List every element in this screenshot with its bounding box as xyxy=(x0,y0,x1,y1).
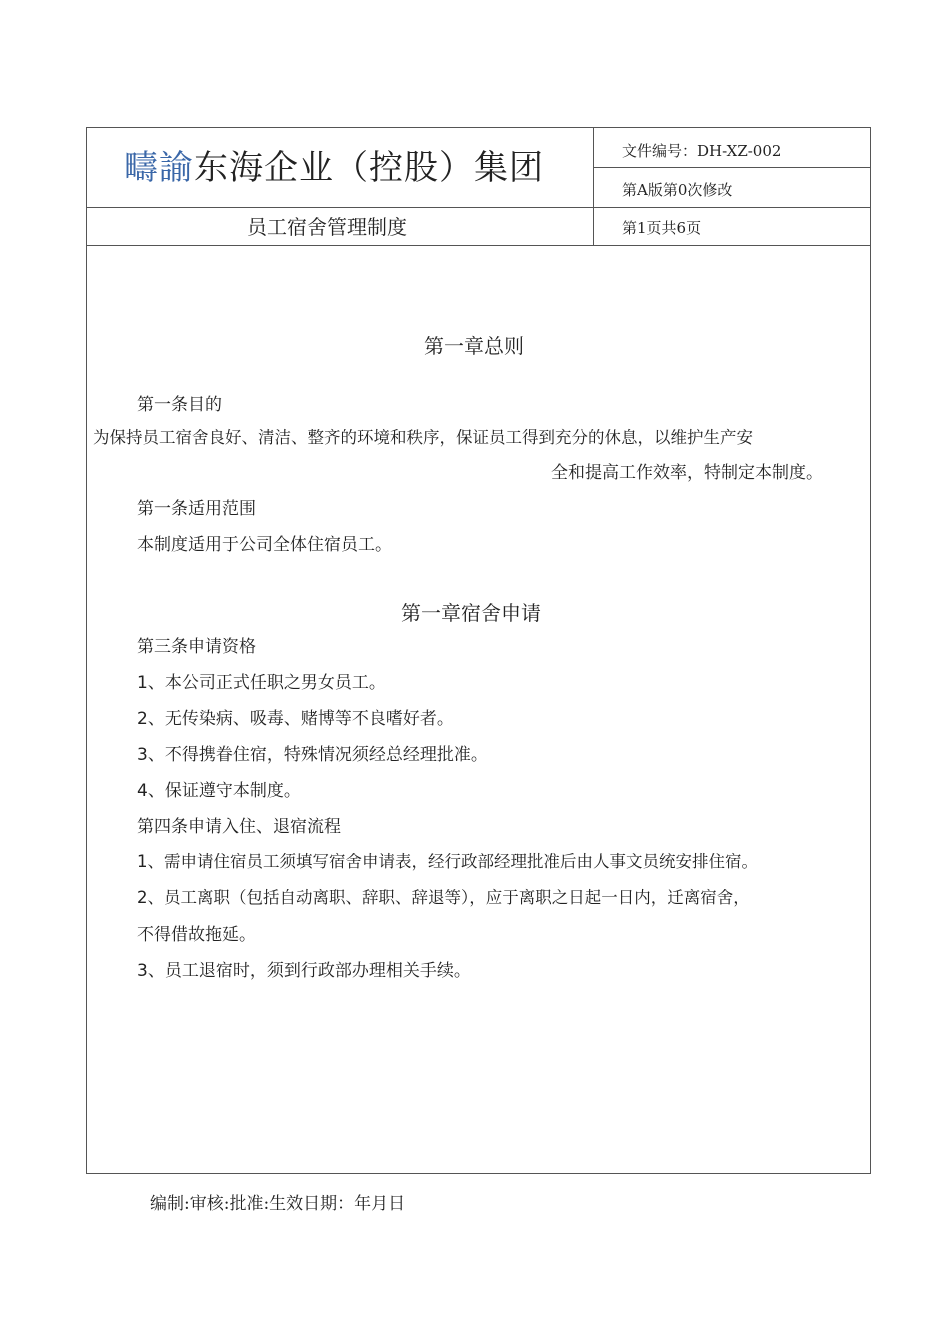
company-title xyxy=(124,140,544,189)
chapter-2-title: 第一章宿舍申请 xyxy=(401,601,541,625)
signoff-line: 编制:审核:批准:生效日期：年月日 xyxy=(150,1194,406,1214)
article-4-item-2-line2: 不得借故拖延。 xyxy=(137,925,256,945)
article-1-title: 第一条目的 xyxy=(137,395,222,415)
article-4-item-3: 3、员工退宿时，须到行政部办理相关手续。 xyxy=(137,961,471,981)
version-info: 第A版第0次修改 xyxy=(622,181,733,199)
list-item: 4、保证遵守本制度。 xyxy=(137,781,301,801)
company-mark: 疇諭 xyxy=(124,148,194,188)
article-4-item-2-line1: 2、员工离职（包括自动离职、辞职、辞退等），应于离职之日起一日内，迁离宿舍， xyxy=(137,888,750,907)
list-item: 3、不得携眷住宿，特殊情况须经总经理批准。 xyxy=(137,745,488,765)
list-item: 1、本公司正式任职之男女员工。 xyxy=(137,673,386,693)
company-name: 东海企业（控股）集团 xyxy=(194,148,544,188)
article-2-text: 本制度适用于公司全体住宿员工。 xyxy=(137,535,392,555)
header-divider-company xyxy=(86,207,593,208)
header-divider-meta-2 xyxy=(593,207,871,208)
header-bottom-line xyxy=(86,245,871,246)
chapter-1-title: 第一章总则 xyxy=(424,334,524,358)
article-1-text-line1: 为保持员工宿舍良好、清洁、整齐的环境和秩序，保证员工得到充分的休息，以维护生产安 xyxy=(93,428,753,447)
header-divider-meta-1 xyxy=(593,167,871,168)
article-1-text-line2: 全和提高工作效率，特制定本制度。 xyxy=(551,463,823,483)
article-2-title: 第一条适用范围 xyxy=(137,499,256,519)
list-item: 2、无传染病、吸毒、赌博等不良嗜好者。 xyxy=(137,709,454,729)
document-title: 员工宿舍管理制度 xyxy=(247,215,407,239)
article-4-title: 第四条申请入住、退宿流程 xyxy=(137,817,341,837)
article-3-title: 第三条申请资格 xyxy=(137,637,256,657)
file-number: 文件编号：DH-XZ-002 xyxy=(622,142,782,160)
article-4-item-1: 1、需申请住宿员工须填写宿舍申请表，经行政部经理批准后由人事文员统安排住宿。 xyxy=(137,852,758,871)
header-divider-vertical xyxy=(593,127,594,245)
page-info: 第1页共6页 xyxy=(622,219,702,237)
